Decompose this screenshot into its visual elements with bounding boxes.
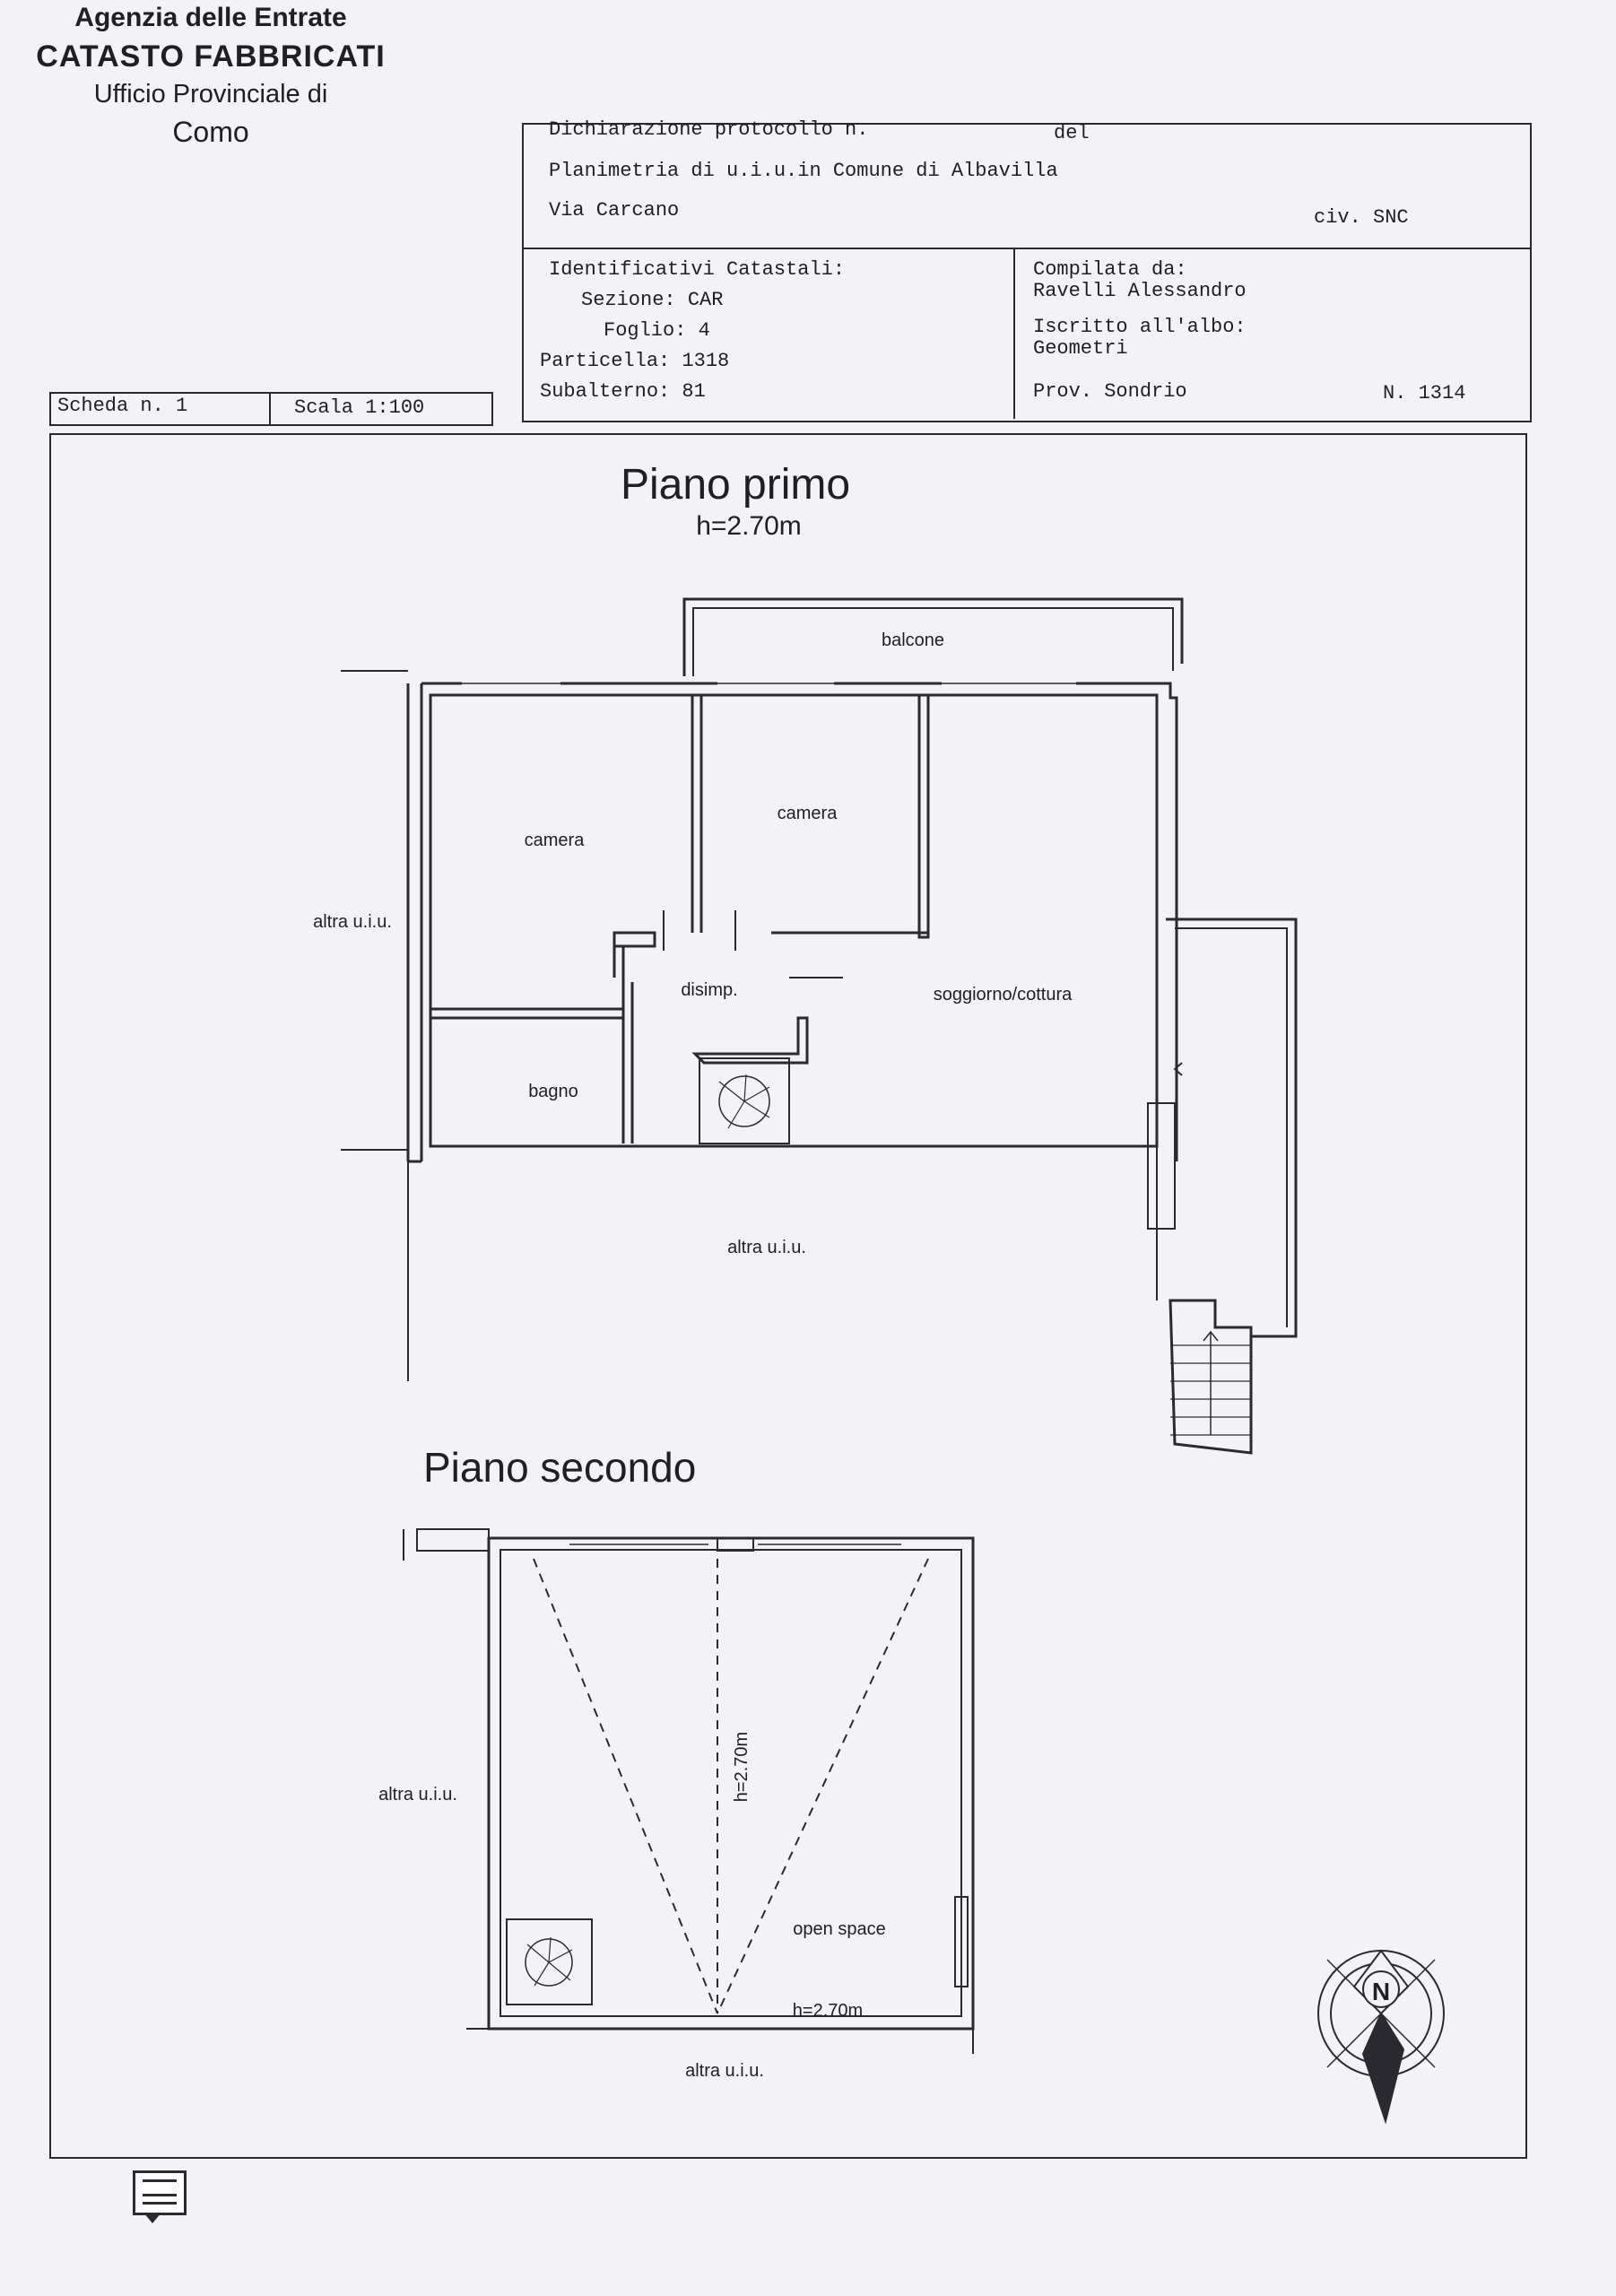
room-open-space: open space [793, 1919, 886, 1939]
identifiers-title: Identificativi Catastali: [549, 258, 846, 281]
protocol-label: Dichiarazione protocollo n. [549, 118, 869, 141]
compiler-title: Compilata da: [1033, 258, 1187, 281]
sezione-value: Sezione: CAR [581, 289, 724, 311]
office-city: Como [172, 115, 249, 148]
date-label: del [1054, 122, 1090, 144]
room-soggiorno: soggiorno/cottura [933, 985, 1073, 1004]
altra-uiu-bottom-1: altra u.i.u. [727, 1238, 806, 1257]
scala-label: Scala 1:100 [294, 396, 425, 419]
room-bagno: bagno [528, 1082, 578, 1101]
particella-value: Particella: 1318 [540, 350, 730, 372]
altra-uiu-left-1: altra u.i.u. [313, 912, 392, 932]
first-floor-title: Piano primo [620, 461, 851, 509]
north-compass [1318, 1951, 1444, 2121]
first-floor-height: h=2.70m [696, 511, 802, 541]
street-line: Via Carcano [549, 199, 680, 222]
subalterno-value: Subalterno: 81 [540, 380, 706, 403]
registration-number: N. 1314 [1383, 382, 1466, 404]
room-balcone: balcone [881, 631, 945, 650]
agency-name: Agenzia delle Entrate [74, 3, 347, 32]
province-value: Prov. Sondrio [1033, 380, 1187, 403]
room-disimp: disimp. [681, 980, 738, 1000]
room-camera-2: camera [777, 804, 838, 823]
foglio-value: Foglio: 4 [604, 319, 710, 342]
catasto-title: CATASTO FABBRICATI [36, 39, 386, 74]
first-floor-inner-wall [430, 695, 1157, 1146]
office-label: Ufficio Provinciale di [93, 80, 328, 109]
room-camera-1: camera [524, 831, 585, 850]
second-floor-height-vertical: h=2.70m [732, 1731, 752, 1803]
landing-outline [1166, 919, 1296, 1453]
altra-uiu-bottom-2: altra u.i.u. [685, 2061, 764, 2081]
second-floor-title: Piano secondo [423, 1444, 697, 1491]
second-floor-height-bottom: h=2.70m [792, 2001, 864, 2021]
scheda-label: Scheda n. 1 [57, 395, 188, 417]
civic-number: civ. SNC [1314, 206, 1409, 229]
albo-label: Iscritto all'albo: [1033, 316, 1247, 338]
compass-north-label: N [1371, 1978, 1391, 2005]
albo-value: Geometri [1033, 337, 1128, 360]
bagno-wall [430, 1009, 623, 1018]
comment-icon[interactable] [133, 2170, 187, 2215]
compiler-name: Ravelli Alessandro [1033, 280, 1247, 302]
comment-icon-tail [143, 2213, 161, 2223]
altra-uiu-left-2: altra u.i.u. [378, 1785, 457, 1805]
planimetry-line: Planimetria di u.i.u.in Comune di Albavilla [549, 160, 1058, 182]
